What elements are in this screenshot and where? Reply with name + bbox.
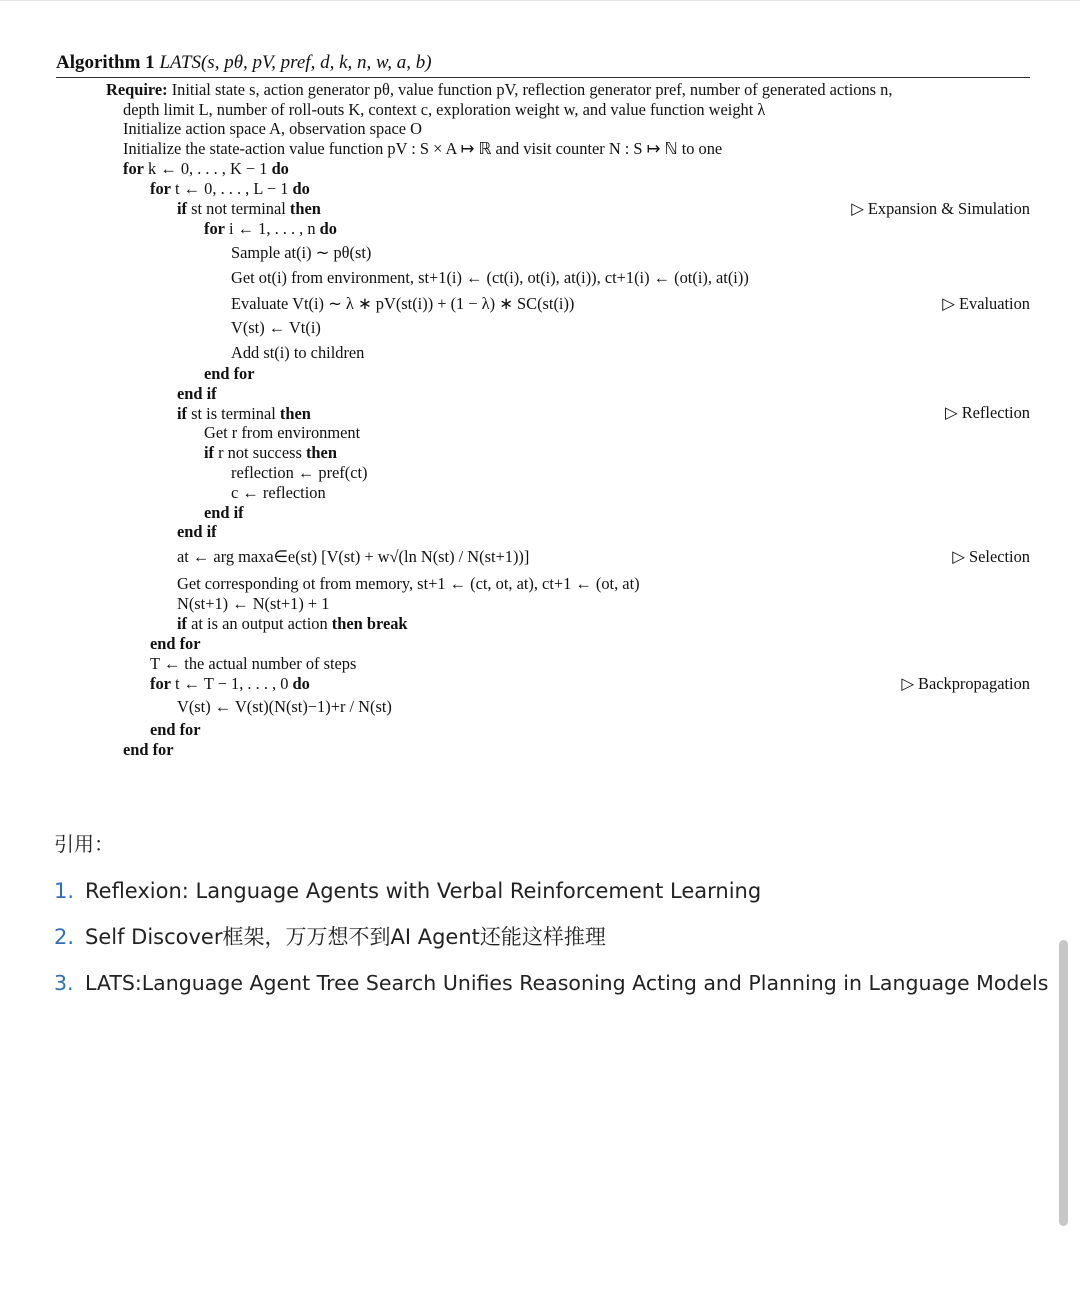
- algo-line-19: reflection ← pref(ct): [231, 463, 368, 482]
- reference-number: 2.: [54, 925, 75, 949]
- algorithm-number: Algorithm 1: [56, 52, 155, 73]
- algo-line-3: Initialize action space A, observation space O: [123, 119, 423, 138]
- algo-line-15: end if: [177, 384, 217, 403]
- algo-line-7: if st not terminal then: [177, 199, 321, 218]
- algo-line-30: V(st) ← V(st)(N(st)−1)+r / N(st): [177, 697, 392, 716]
- comment-backpropagation: ▷ Backpropagation: [901, 674, 1030, 693]
- algo-line-4: Initialize the state-action value function pV : S × A ↦ ℝ and visit counter N : S ↦ ℕ to one: [123, 139, 723, 158]
- reference-link-2[interactable]: [54, 922, 606, 952]
- scrollbar-thumb[interactable]: [1059, 940, 1068, 1226]
- algo-line-29: for t ← T − 1, . . . , 0 do: [150, 674, 310, 693]
- algo-line-21: end if: [204, 503, 244, 522]
- algo-line-13: Add st(i) to children: [231, 343, 365, 362]
- algo-line-5: for k ← 0, . . . , K − 1 do: [123, 159, 289, 178]
- algo-line-26: if at is an output action then break: [177, 614, 408, 633]
- algo-line-16: if st is terminal then: [177, 404, 311, 423]
- reference-text: Reflexion: Language Agents with Verbal Reinforcement Learning: [85, 879, 762, 903]
- algo-line-20: c ← reflection: [231, 483, 326, 502]
- reference-number: 3.: [54, 971, 74, 995]
- references-label: 引用：: [54, 832, 114, 856]
- algo-line-32: end for: [123, 740, 174, 759]
- algo-line-10: Get ot(i) from environment, st+1(i) ← (ct(i), ot(i), at(i)), ct+1(i) ← (ot(i), at(i)): [231, 268, 749, 287]
- algo-line-2: depth limit L, number of roll-outs K, context c, exploration weight w, and value function weight λ: [123, 100, 766, 119]
- comment-expansion: ▷ Expansion & Simulation: [851, 199, 1030, 218]
- comment-reflection: ▷ Reflection: [945, 403, 1030, 422]
- algorithm-title: [56, 50, 1030, 76]
- comment-selection: ▷ Selection: [952, 547, 1030, 566]
- algo-line-8: for i ← 1, . . . , n do: [204, 219, 337, 238]
- algo-line-18: if r not success then: [204, 443, 337, 462]
- references-section: [54, 826, 114, 862]
- algo-line-28: T ← the actual number of steps: [150, 654, 357, 673]
- algo-line-31: end for: [150, 720, 201, 739]
- algo-line-9: Sample at(i) ∼ pθ(st): [231, 243, 372, 262]
- algorithm-block: [56, 50, 1030, 78]
- algorithm-signature: LATS(s, pθ, pV, pref, d, k, n, w, a, b): [159, 52, 432, 73]
- algo-line-25: N(st+1) ← N(st+1) + 1: [177, 594, 330, 613]
- algo-line-24: Get corresponding ot from memory, st+1 ← (ct, ot, at), ct+1 ← (ot, at): [177, 574, 640, 593]
- top-divider: [0, 0, 1080, 1]
- algorithm-rule: [56, 77, 1030, 78]
- reference-text: Self Discover框架，万万想不到AI Agent还能这样推理: [85, 925, 606, 949]
- algo-line-17: Get r from environment: [204, 423, 361, 442]
- reference-number: 1.: [54, 879, 75, 903]
- reference-link-3[interactable]: [54, 968, 1048, 998]
- algo-line-14: end for: [204, 364, 255, 383]
- algo-line-22: end if: [177, 522, 217, 541]
- algo-line-11: Evaluate Vt(i) ∼ λ ∗ pV(st(i)) + (1 − λ) ∗ SC(st(i)): [231, 294, 575, 313]
- algo-line-27: end for: [150, 634, 201, 653]
- algo-line-1: Require: Initial state s, action generator pθ, value function pV, reflection generator pref, number of generated actions n,: [106, 80, 893, 99]
- comment-evaluation: ▷ Evaluation: [942, 294, 1030, 313]
- reference-link-1[interactable]: [54, 876, 761, 906]
- algo-line-6: for t ← 0, . . . , L − 1 do: [150, 179, 310, 198]
- reference-text: LATS:Language Agent Tree Search Unifies Reasoning Acting and Planning in Language Models: [85, 971, 1049, 995]
- algo-line-12: V(st) ← Vt(i): [231, 318, 321, 337]
- algo-line-23: at ← arg maxa∈e(st) [V(st) + w√(ln N(st) / N(st+1))]: [177, 547, 530, 566]
